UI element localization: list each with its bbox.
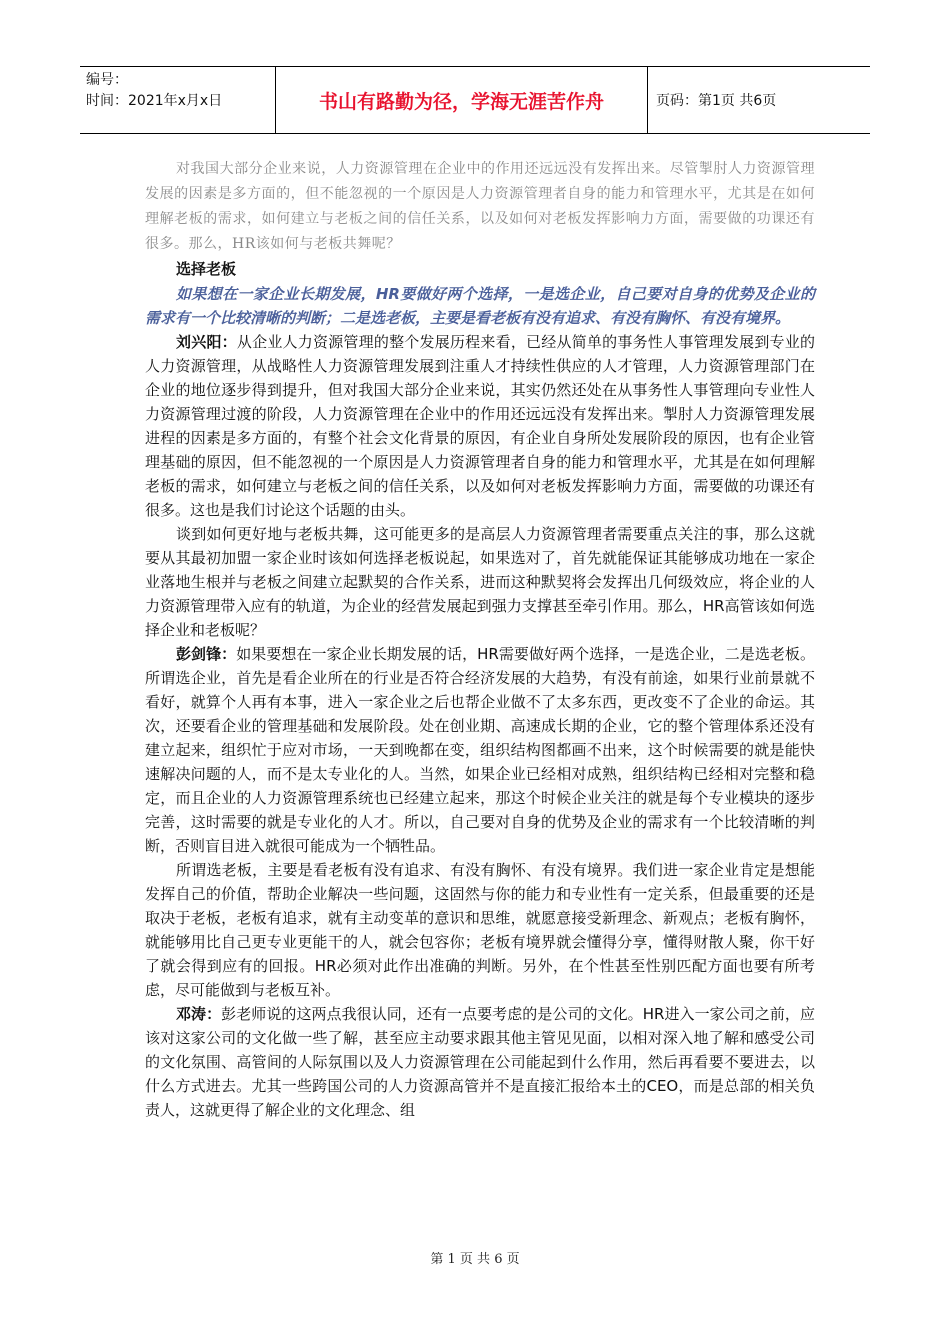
- speaker-name: 刘兴阳：: [176, 333, 237, 351]
- intro-paragraph: 对我国大部分企业来说，人力资源管理在企业中的作用还远远没有发挥出来。尽管掣肘人力资源管理发展的因素是多方面的，但不能忽视的一个原因是人力资源管理者自身的能力和管理水平，尤其是在如何理解老板的需求，如何建立与老板之间的信任关系，以及如何对老板发挥影响力方面，需要做的功课还有很多。那么，HR该如何与老板共舞呢？: [145, 161, 815, 252]
- document-time-label: 时间：2021年x月x日: [86, 93, 223, 109]
- paragraph-text: 彭老师说的这两点我很认同，还有一点要考虑的是公司的文化。HR进入一家公司之前，应该对这家公司的文化做一些了解，甚至应主动要求跟其他主管见见面，以相对深入地了解和感受公司的文化氛围、高管间的人际氛围以及人力资源管理在公司能起到什么作用，然后再看要不要进去，以什么方式进去。尤其一些跨国公司的人力资源高管并不是直接汇报给本土的CEO，而是总部的相关负责人，这就更得了解企业的文化理念、组: [145, 1005, 815, 1119]
- paragraph-liu: [145, 330, 815, 522]
- section-summary: 如果想在一家企业长期发展，HR要做好两个选择，一是选企业，自己要对自身的优势及企业的需求有一个比较清晰的判断；二是选老板，主要是看老板有没有追求、有没有胸怀、有没有境界。: [145, 285, 815, 327]
- paragraph-peng: [145, 642, 815, 858]
- paragraph-text: 所谓选老板，主要是看老板有没有追求、有没有胸怀、有没有境界。我们进一家企业肯定是想能发挥自己的价值，帮助企业解决一些问题，这固然与你的能力和专业性有一定关系，但最重要的还是取决于老板，老板有追求，就有主动变革的意识和思维，就愿意接受新理念、新观点；老板有胸怀，就能够用比自己更专业更能干的人，就会包容你；老板有境界就会懂得分享，懂得财散人聚，你干好了就会得到应有的回报。HR必须对此作出准确的判断。另外，在个性甚至性别匹配方面也要有所考虑，尽可能做到与老板互补。: [145, 861, 815, 999]
- speaker-name: 彭剑锋：: [176, 645, 237, 663]
- header-motto: 书山有路勤为径，学海无涯苦作舟: [276, 67, 648, 133]
- paragraph-boss: [145, 858, 815, 1002]
- paragraph-text: 谈到如何更好地与老板共舞，这可能更多的是高层人力资源管理者需要重点关注的事，那么这就要从其最初加盟一家企业时该如何选择老板说起，如果选对了，首先就能保证其能够成功地在一家企业落地生根并与老板之间建立起默契的合作关系，进而这种默契将会发挥出几何级效应，将企业的人力资源管理带入应有的轨道，为企业的经营发展起到强力支撑甚至牵引作用。那么，HR高管该如何选择企业和老板呢？: [145, 525, 815, 639]
- page-footer: 第 1 页 共 6 页: [430, 1252, 520, 1267]
- paragraph-text: 从企业人力资源管理的整个发展历程来看，已经从简单的事务性人事管理发展到专业的人力资源管理，从战略性人力资源管理发展到注重人才持续性供应的人才管理，人力资源管理部门在企业的地位逐步得到提升，但对我国大部分企业来说，其实仍然还处在从事务性人事管理向专业性人力资源管理过渡的阶段，人力资源管理在企业中的作用还远远没有发挥出来。掣肘人力资源管理发展进程的因素是多方面的，有整个社会文化背景的原因，有企业自身所处发展阶段的原因，也有企业管理基础的原因，但不能忽视的一个原因是人力资源管理者自身的能力和管理水平，尤其是在如何理解老板的需求，如何建立与老板之间的信任关系，以及如何对老板发挥影响力方面，需要做的功课还有很多。这也是我们讨论这个话题的由头。: [145, 333, 815, 519]
- document-number-label: 编号：: [86, 72, 128, 88]
- header-meta: [80, 67, 276, 133]
- header-page-label: 页码：第1页 共6页: [656, 93, 777, 109]
- paragraph-text: 如果要想在一家企业长期发展的话，HR需要做好两个选择，一是选企业，二是选老板。所谓选企业，首先是看企业所在的行业是否符合经济发展的大趋势，有没有前途，如果行业前景就不看好，就算个人再有本事，进入一家企业之后也帮企业做不了太多东西，更改变不了企业的命运。其次，还要看企业的管理基础和发展阶段。处在创业期、高速成长期的企业，它的整个管理体系还没有建立起来，组织忙于应对市场，一天到晚都在变，组织结构图都画不出来，这个时候需要的就是能快速解决问题的人，而不是太专业化的人。当然，如果企业已经相对成熟，组织结构已经相对完整和稳定，而且企业的人力资源管理系统也已经建立起来，那这个时候企业关注的就是每个专业模块的逐步完善，这时需要的就是专业化的人才。所以，自己要对自身的优势及企业的需求有一个比较清晰的判断，否则盲目进入就很可能成为一个牺牲品。: [145, 645, 815, 855]
- document-body: [145, 157, 815, 1122]
- paragraph-deng: [145, 1002, 815, 1122]
- speaker-name: 邓涛：: [176, 1005, 222, 1023]
- page-header: [80, 66, 870, 134]
- paragraph-dance: [145, 522, 815, 642]
- section-heading: 选择老板: [176, 260, 237, 278]
